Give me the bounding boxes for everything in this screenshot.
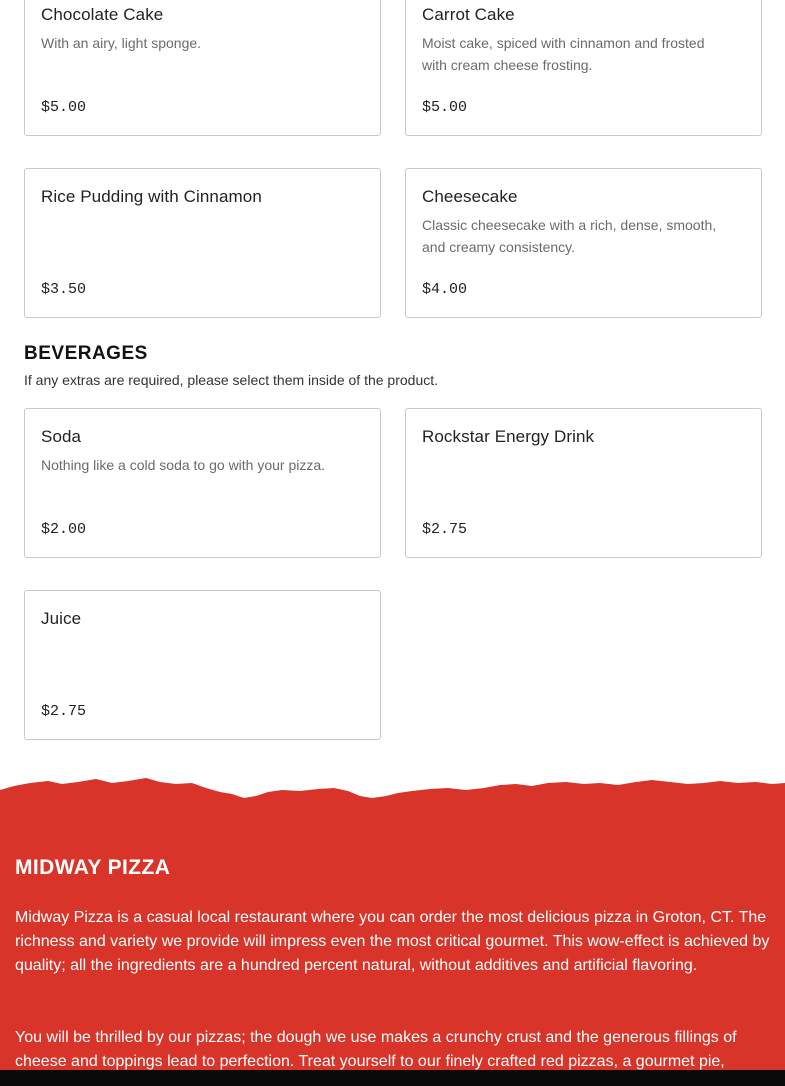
item-price: $2.75 <box>41 703 87 720</box>
item-description: Nothing like a cold soda to go with your pizza. <box>41 457 326 473</box>
item-description: Classic cheesecake with a rich, dense, smooth, and creamy consistency. <box>422 217 717 255</box>
menu-item-card[interactable] <box>24 168 381 318</box>
item-name: Soda <box>41 427 82 446</box>
item-name: Juice <box>41 609 82 628</box>
menu-item-card[interactable] <box>24 590 381 740</box>
footer <box>0 774 785 1086</box>
menu-item-card[interactable] <box>405 0 762 136</box>
item-description: Moist cake, spiced with cinnamon and frosted with cream cheese frosting. <box>422 35 705 73</box>
item-name: Rockstar Energy Drink <box>422 427 595 446</box>
section-title-beverages: BEVERAGES <box>24 343 148 364</box>
footer-brand: MIDWAY PIZZA <box>15 856 171 879</box>
menu-item-card[interactable] <box>405 408 762 558</box>
item-price: $4.00 <box>422 281 468 298</box>
item-name: Carrot Cake <box>422 5 515 24</box>
footer-paragraph: You will be thrilled by our pizzas; the dough we use makes a crunchy crust and the generous fillings of cheese and toppings lead to perfection. Treat yourself to our finely crafted red pizzas, a gourmet pie, <box>15 1029 737 1070</box>
item-price: $2.00 <box>41 521 87 538</box>
item-price: $2.75 <box>422 521 468 538</box>
item-price: $3.50 <box>41 281 87 298</box>
item-name: Cheesecake <box>422 187 518 206</box>
menu-item-card[interactable] <box>24 0 381 136</box>
item-name: Rice Pudding with Cinnamon <box>41 187 262 206</box>
item-price: $5.00 <box>422 99 468 116</box>
item-name: Chocolate Cake <box>41 5 164 24</box>
item-description: With an airy, light sponge. <box>41 35 202 51</box>
section-note: If any extras are required, please select them inside of the product. <box>24 372 439 388</box>
menu-item-card[interactable] <box>24 408 381 558</box>
item-price: $5.00 <box>41 99 87 116</box>
bottom-bar <box>0 1070 785 1086</box>
footer-paragraph: Midway Pizza is a casual local restaurant where you can order the most delicious pizza in Groton, CT. The richness and variety we provide will impress even the most critical gourmet. This wow-effect is achieved by quality; all the ingredients are a hundred percent natural, without additives and artificial flavoring. <box>15 909 770 974</box>
menu-item-card[interactable] <box>405 168 762 318</box>
